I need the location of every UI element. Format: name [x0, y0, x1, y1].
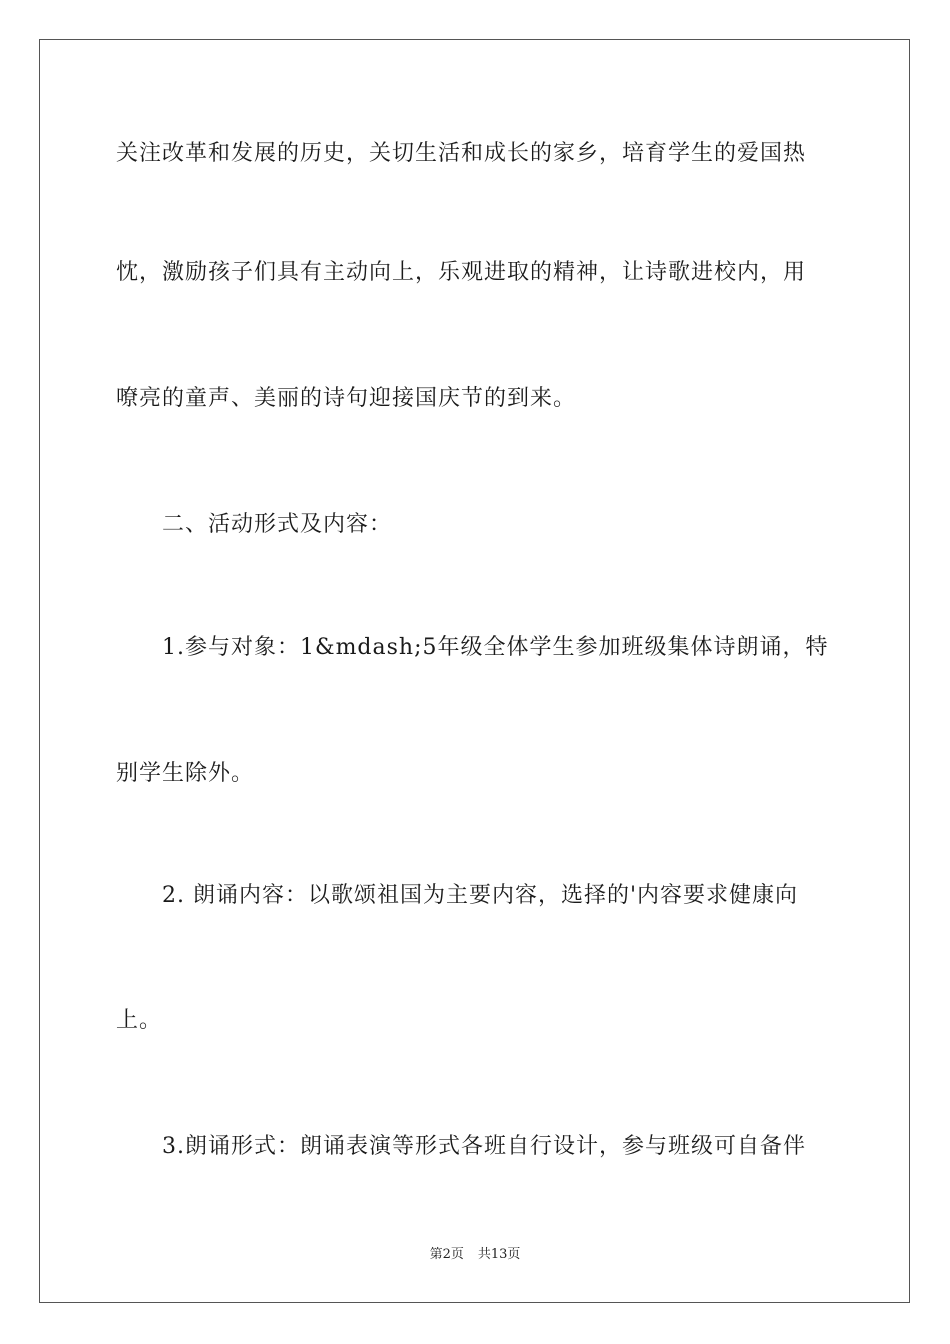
- body-line: 3.朗诵形式：朗诵表演等形式各班自行设计，参与班级可自备伴: [116, 1134, 806, 1159]
- page-footer: [0, 1246, 950, 1264]
- body-line: 1.参与对象：1&mdash;5年级全体学生参加班级集体诗朗诵，特: [116, 635, 829, 660]
- page-total: 共13页: [477, 1247, 521, 1262]
- body-line: 别学生除外。: [116, 761, 255, 786]
- body-line: 2. 朗诵内容：以歌颂祖国为主要内容，选择的'内容要求健康向: [116, 883, 799, 908]
- body-line: 关注改革和发展的历史，关切生活和成长的家乡，培育学生的爱国热: [116, 141, 807, 166]
- page-number: 第2页: [429, 1247, 464, 1262]
- body-line: 上。: [116, 1008, 163, 1033]
- page-border: [39, 39, 910, 1303]
- body-line: 忱，激励孩子们具有主动向上，乐观进取的精神，让诗歌进校内，用: [116, 260, 807, 285]
- section-heading: 二、活动形式及内容：: [116, 512, 393, 537]
- body-line: 嘹亮的童声、美丽的诗句迎接国庆节的到来。: [116, 386, 577, 411]
